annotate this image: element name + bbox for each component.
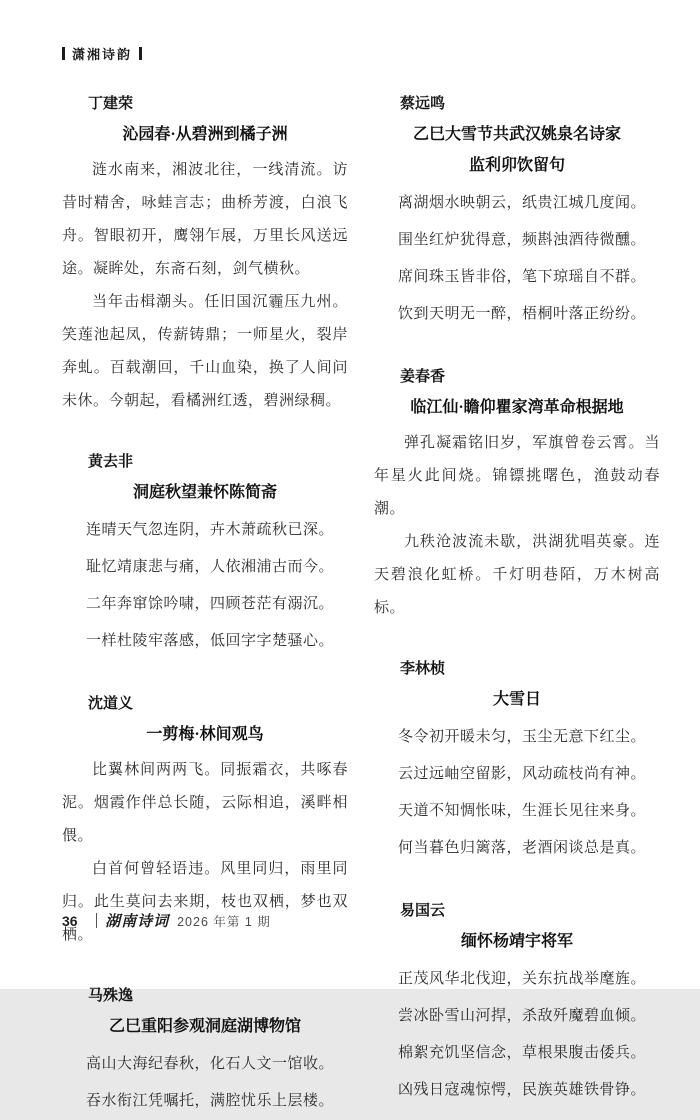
poet-name: 李林桢 (400, 660, 446, 677)
poem-title: 监利卯饮留句 (468, 157, 565, 174)
poem-line: 离湖烟水映朝云，纸贵江城几度闻。 (398, 195, 647, 211)
poem-body (374, 719, 660, 867)
poem-columns (62, 93, 660, 1120)
poem (374, 366, 660, 625)
poem-title: 洞庭秋望兼怀陈简斋 (132, 484, 277, 501)
footer-divider (96, 913, 98, 928)
poem-line: 一样杜陵牢落感，低回字字楚骚心。 (86, 633, 335, 649)
poem (374, 658, 660, 867)
poem-line: 二年奔窜馀吟啸，四顾苍茫有溺沉。 (86, 596, 335, 612)
left-column (62, 93, 348, 1120)
poem-title: 一剪梅·林间观鸟 (146, 726, 264, 743)
poem-body (374, 427, 660, 625)
poem-title: 乙巳大雪节共武汉姚泉名诗家 (412, 126, 621, 143)
poem-title: 沁园春·从碧洲到橘子洲 (122, 126, 288, 143)
poem-body (62, 154, 348, 418)
poem-title: 乙巳重阳参观洞庭湖博物馆 (108, 1018, 301, 1035)
poem (374, 93, 660, 333)
poem-line: 冬令初开暖未匀，玉尘无意下红尘。 (398, 729, 647, 745)
poem-line: 连晴天气忽连阴，卉木萧疏秋已深。 (86, 522, 335, 538)
poem (62, 985, 348, 1120)
poem-title: 缅怀杨靖宇将军 (460, 933, 573, 950)
poet-name: 蔡远鸣 (400, 95, 446, 112)
section-header (62, 44, 660, 63)
poem (374, 900, 660, 1109)
page-number: 36 (62, 912, 78, 929)
poem-body (374, 961, 660, 1109)
poem-line: 何当暮色归篱落，老酒闲谈总是真。 (398, 840, 647, 856)
poem-line: 吞水衔江凭嘱托，满腔忧乐上层楼。 (86, 1093, 335, 1109)
poem-paragraph: 九秩沧波流未歇，洪湖犹唱英豪。连天碧浪化虹桥。千灯明巷陌，万木树高标。 (374, 534, 660, 616)
poem-line: 正茂风华北伐迎，关东抗战举麾旌。 (398, 971, 647, 987)
poem-paragraph: 涟水南来，湘波北往，一线清流。访昔时精舍，咏蛙言志；曲桥芳渡，白浪飞舟。智眼初开，鹰翎乍展，万里长风送远途。凝眸处，东斋石刻，剑气横秋。 (62, 162, 348, 277)
section-header-title: 潇湘诗韵 (72, 47, 133, 62)
poem-line: 高山大海纪春秋，化石人文一馆收。 (86, 1056, 335, 1072)
poem-paragraph: 当年击楫潮头。任旧国沉霾压九州。笑莲池起凤，传薪铸鼎；一师星火，裂岸奔虬。百载潮回，千山血染，换了人间问未休。今朝起，看橘洲红透，碧洲绿稠。 (62, 294, 348, 409)
poem-line: 围坐红炉犹得意，频斟浊酒待微醺。 (398, 232, 647, 248)
poem-line: 尝冰卧雪山河捍，杀敌歼魔碧血倾。 (398, 1008, 647, 1024)
poem-line: 棉絮充饥坚信念，草根果腹击倭兵。 (398, 1045, 647, 1061)
header-bar-left (62, 47, 65, 60)
poem-line: 饮到天明无一醉，梧桐叶落正纷纷。 (398, 306, 647, 322)
poem-body (62, 512, 348, 660)
poem-body (374, 185, 660, 333)
poet-name: 沈道义 (88, 695, 134, 712)
page-footer (62, 910, 271, 931)
poem-line: 云过远岫空留影，风动疏枝尚有神。 (398, 766, 647, 782)
poet-name: 马殊逸 (88, 987, 134, 1004)
poem-title: 临江仙·瞻仰瞿家湾革命根据地 (410, 399, 624, 416)
poem-paragraph: 比翼林间两两飞。同振霜衣，共啄春泥。烟霞作伴总长随，云际相追，溪畔相偎。 (62, 762, 348, 844)
poem-title: 大雪日 (492, 691, 541, 708)
poet-name: 丁建荣 (88, 95, 134, 112)
poem-line: 天道不知惆怅味，生涯长见往来身。 (398, 803, 647, 819)
issue-label: 2026 年第 1 期 (177, 914, 271, 929)
poet-name: 黄去非 (88, 453, 134, 470)
poem-line: 凶残日寇魂惊愕，民族英雄铁骨铮。 (398, 1082, 647, 1098)
poem (62, 93, 348, 418)
header-bar-right (139, 47, 142, 60)
poet-name: 易国云 (400, 902, 446, 919)
poem-body (62, 1046, 348, 1120)
poem-line: 耻忆靖康悲与痛，人依湘浦古而今。 (86, 559, 335, 575)
journal-name: 湖南诗词 (105, 914, 170, 930)
poem-paragraph: 白首何曾轻语违。风里同归，雨里同归。此生莫问去来期，枝也双栖，梦也双栖。 (62, 861, 348, 943)
right-column (374, 93, 660, 1120)
poem-paragraph: 弹孔凝霜铭旧岁，军旗曾卷云霄。当年星火此间烧。锦镖挑曙色，渔鼓动春潮。 (374, 435, 660, 517)
poem-line: 席间珠玉皆非俗，笔下琼瑶自不群。 (398, 269, 647, 285)
poet-name: 姜春香 (400, 368, 446, 385)
poem (62, 451, 348, 660)
